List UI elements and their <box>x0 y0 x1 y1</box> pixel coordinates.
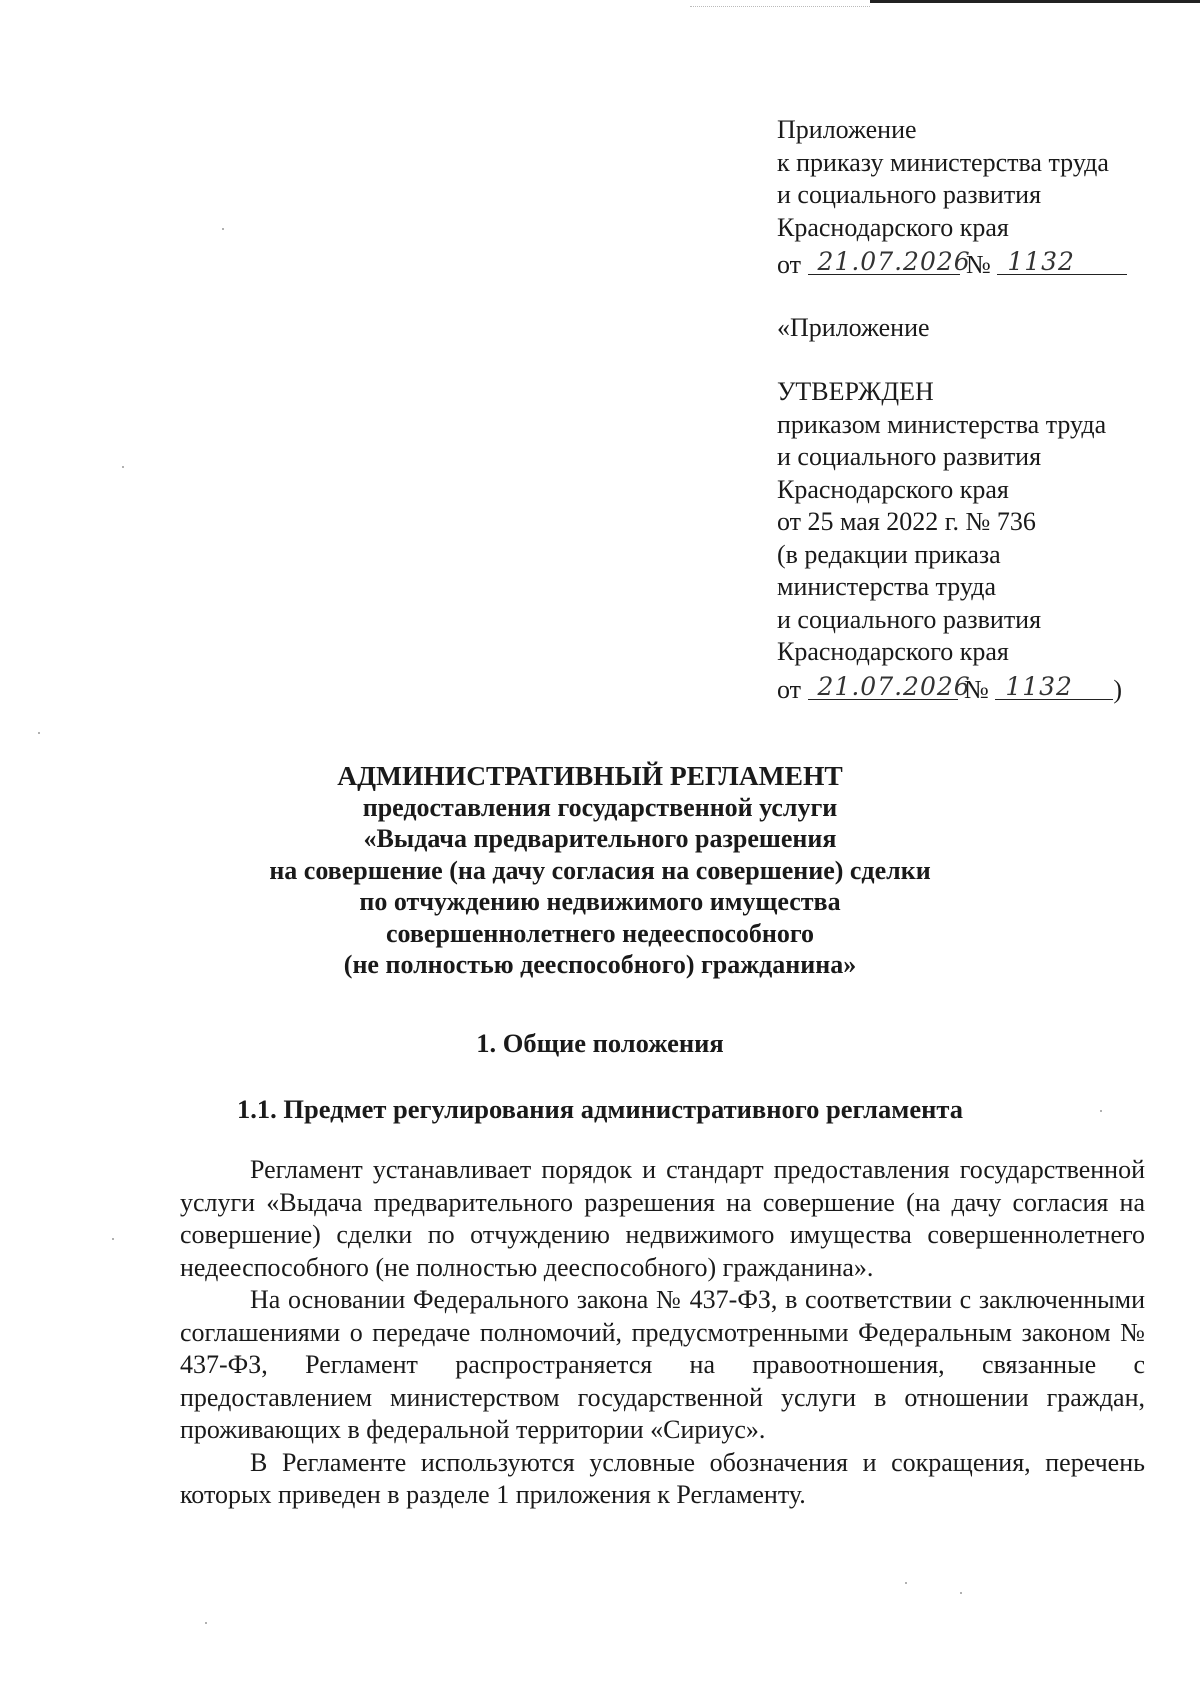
approved-line: Краснодарского края <box>777 637 1009 666</box>
from-label: от <box>777 250 802 279</box>
approved-heading: УТВЕРЖДЕН <box>777 377 934 406</box>
scan-speck <box>222 228 224 230</box>
approved-line: (в редакции приказа <box>777 539 1001 569</box>
title-line: совершеннолетнего недееспособного <box>385 918 815 948</box>
scan-speck <box>960 1592 962 1594</box>
annex-line: Краснодарского края <box>777 212 1009 242</box>
handwritten-date: 21.07.2026 <box>817 247 971 276</box>
handwritten-date-field <box>808 671 971 701</box>
title-line: предоставления государственной услуги <box>362 792 838 822</box>
paragraph: Регламент устанавливает порядок и стандарт предоставления государственной услуги «Выдача предварительного разрешения на совершение (на дачу согласия на совершение) сделки по отчуждению недвижимого имущества совершеннолетнего недееспособного (не полностью дееспособного) гражданина». <box>180 1155 1145 1282</box>
scan-speck <box>38 732 40 734</box>
annex-line: Приложение <box>777 115 917 144</box>
section-heading: 1. Общие положения <box>476 1028 724 1058</box>
approved-line: Краснодарского края <box>777 474 1009 504</box>
title-line: (не полностью дееспособного) гражданина» <box>343 950 857 979</box>
quoted-annex-label: «Приложение <box>777 312 930 342</box>
title-line: «Выдача предварительного разрешения <box>363 824 837 853</box>
document-title <box>0 760 1200 981</box>
scan-speck <box>205 1622 207 1624</box>
handwritten-number-field <box>997 246 1127 275</box>
scan-edge-line <box>870 0 1200 3</box>
handwritten-date-field <box>808 246 971 276</box>
handwritten-number-field <box>995 671 1113 700</box>
approved-line: и социального развития <box>777 442 1042 471</box>
scan-speck <box>1100 1110 1102 1112</box>
title-main: АДМИНИСТРАТИВНЫЙ РЕГЛАМЕНТ <box>337 760 843 791</box>
approved-line: министерства труда <box>777 572 996 601</box>
title-line: по отчуждению недвижимого имущества <box>359 887 841 916</box>
body-text <box>180 1154 1145 1512</box>
annex-date-line <box>777 244 1127 282</box>
annex-line: к приказу министерства труда <box>777 147 1109 177</box>
number-label: № <box>964 674 989 704</box>
approved-line: и социального развития <box>777 604 1042 634</box>
annex-header <box>777 114 1127 706</box>
from-label: от <box>777 674 802 704</box>
subsection-heading: 1.1. Предмет регулирования административного регламента <box>237 1094 963 1124</box>
annex-line: и социального развития <box>777 180 1042 209</box>
closing-paren: ) <box>1113 674 1123 704</box>
handwritten-date: 21.07.2026 <box>817 671 971 701</box>
paragraph: В Регламенте используются условные обозначения и сокращения, перечень которых приведен в разделе 1 приложения к Регламенту. <box>180 1447 1145 1509</box>
approved-line: приказом министерства труда <box>777 409 1107 439</box>
title-line: на совершение (на дачу согласия на совершение) сделки <box>269 855 931 885</box>
scan-speck <box>122 466 124 468</box>
scan-edge-dots <box>690 6 870 8</box>
approved-line: от 25 мая 2022 г. № 736 <box>777 507 1036 536</box>
number-label: № <box>966 250 991 279</box>
scan-speck <box>905 1582 907 1584</box>
scan-speck <box>112 1238 114 1240</box>
handwritten-number: 1132 <box>1007 247 1075 276</box>
handwritten-number: 1132 <box>1005 671 1073 701</box>
approved-date-line <box>777 669 1127 707</box>
paragraph: На основании Федерального закона № 437-ФЗ, в соответствии с заключенными соглашениями о передаче полномочий, предусмотренными Федеральным законом № 437-ФЗ, Регламент распространяется на правоотношения, связанные с предоставлением министерством государственной услуги в отношении граждан, проживающих в федеральной территории «Сириус». <box>180 1285 1145 1444</box>
